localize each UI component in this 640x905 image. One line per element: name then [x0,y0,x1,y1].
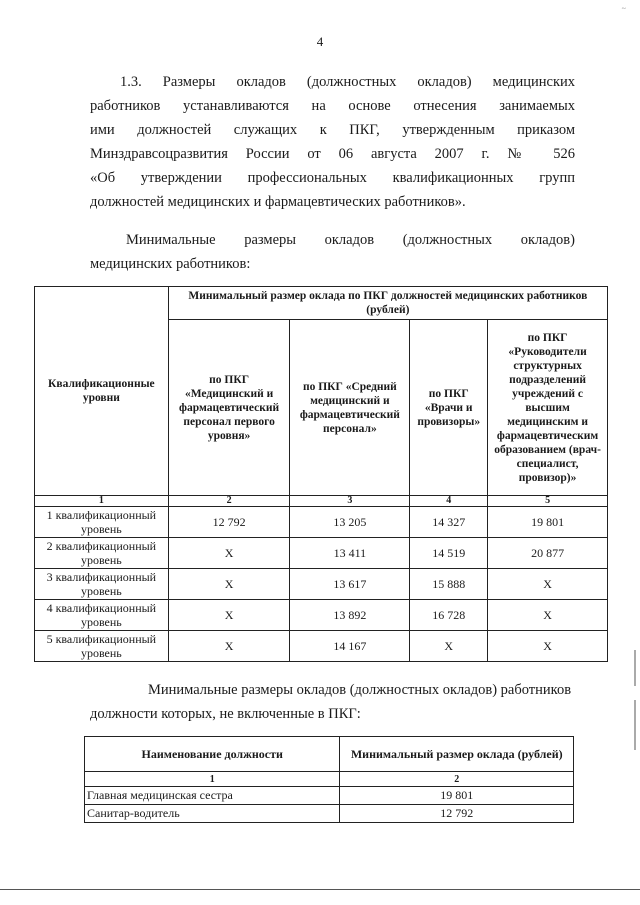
level-cell: 4 квалификационный уровень [35,600,169,631]
level-cell: 5 квалификационный уровень [35,631,169,662]
table2-caption [90,678,580,726]
salary-cell: 13 411 [290,538,410,569]
text-line: 1.3. Размеры окладов (должностных окладов) медицинских [120,74,575,90]
table-row [35,569,608,600]
header-qualification-levels: Квалификационные уровни [35,287,169,496]
header-col-heads: по ПКГ «Руководители структурных подразделений учреждений с высшим медицинским и фармацевтическим образованием (врач-специалист, провизор)» [488,320,608,496]
salary-cell: Х [410,631,488,662]
scan-bottom-line [0,889,640,890]
salary-cell: Х [488,600,608,631]
table-row [35,538,608,569]
position-cell: Санитар-водитель [85,805,340,823]
salary-cell: 13 205 [290,507,410,538]
column-number: 5 [488,496,608,507]
header-group-min-salary: Минимальный размер оклада по ПКГ должностей медицинских работников (рублей) [168,287,607,320]
salary-cell: Х [168,569,290,600]
level-cell: 2 квалификационный уровень [35,538,169,569]
position-cell: Главная медицинская сестра [85,787,340,805]
text-line: «Об утверждении профессиональных квалификационных групп [90,170,575,186]
salary-table-non-pkg [84,736,574,823]
table-row [35,507,608,538]
column-number: 3 [290,496,410,507]
salary-cell: 13 617 [290,569,410,600]
salary-cell: 12 792 [340,805,574,823]
salary-cell: 14 167 [290,631,410,662]
salary-cell: 13 892 [290,600,410,631]
salary-cell: Х [168,631,290,662]
salary-cell: Х [168,600,290,631]
salary-cell: Х [168,538,290,569]
header-min-salary: Минимальный размер оклада (рублей) [340,737,574,772]
salary-cell: 14 327 [410,507,488,538]
table1-caption [90,228,575,276]
level-cell: 3 квалификационный уровень [35,569,169,600]
header-position-name: Наименование должности [85,737,340,772]
header-col-first-level: по ПКГ «Медицинский и фармацевтический персонал первого уровня» [168,320,290,496]
header-col-doctors: по ПКГ «Врачи и провизоры» [410,320,488,496]
page-number: 4 [316,34,324,49]
table-row [85,787,574,805]
scan-edge-mark [634,650,636,686]
text-line: медицинских работников: [90,256,251,272]
table-row [35,631,608,662]
salary-table-pkg [34,286,608,662]
salary-cell: 15 888 [410,569,488,600]
salary-cell: 12 792 [168,507,290,538]
column-number: 2 [168,496,290,507]
column-number: 1 [35,496,169,507]
intro-paragraph [90,70,575,214]
text-line: должности которых, не включенные в ПКГ: [90,706,361,722]
salary-cell: Х [488,631,608,662]
salary-cell: 19 801 [488,507,608,538]
table-row [35,600,608,631]
column-number: 1 [85,772,340,787]
level-cell: 1 квалификационный уровень [35,507,169,538]
scan-edge-mark [634,700,636,750]
column-number: 4 [410,496,488,507]
text-line: ими должностей служащих к ПКГ, утвержденным приказом [90,122,575,138]
salary-cell: 20 877 [488,538,608,569]
table-row [85,805,574,823]
column-number: 2 [340,772,574,787]
text-line: Минимальные размеры окладов (должностных окладов) [126,232,575,248]
text-line: Минздравсоцразвития России от 06 августа 2007 г. № 526 [90,146,575,162]
corner-scan-mark: ~ [621,4,626,13]
salary-cell: Х [488,569,608,600]
salary-cell: 14 519 [410,538,488,569]
salary-cell: 16 728 [410,600,488,631]
text-line: Минимальные размеры окладов (должностных окладов) работников [148,682,572,698]
text-line: должностей медицинских и фармацевтических работников». [90,194,466,210]
text-line: работников устанавливаются на основе отнесения занимаемых [90,98,575,114]
salary-cell: 19 801 [340,787,574,805]
header-col-middle-medical: по ПКГ «Средний медицинский и фармацевтический персонал» [290,320,410,496]
